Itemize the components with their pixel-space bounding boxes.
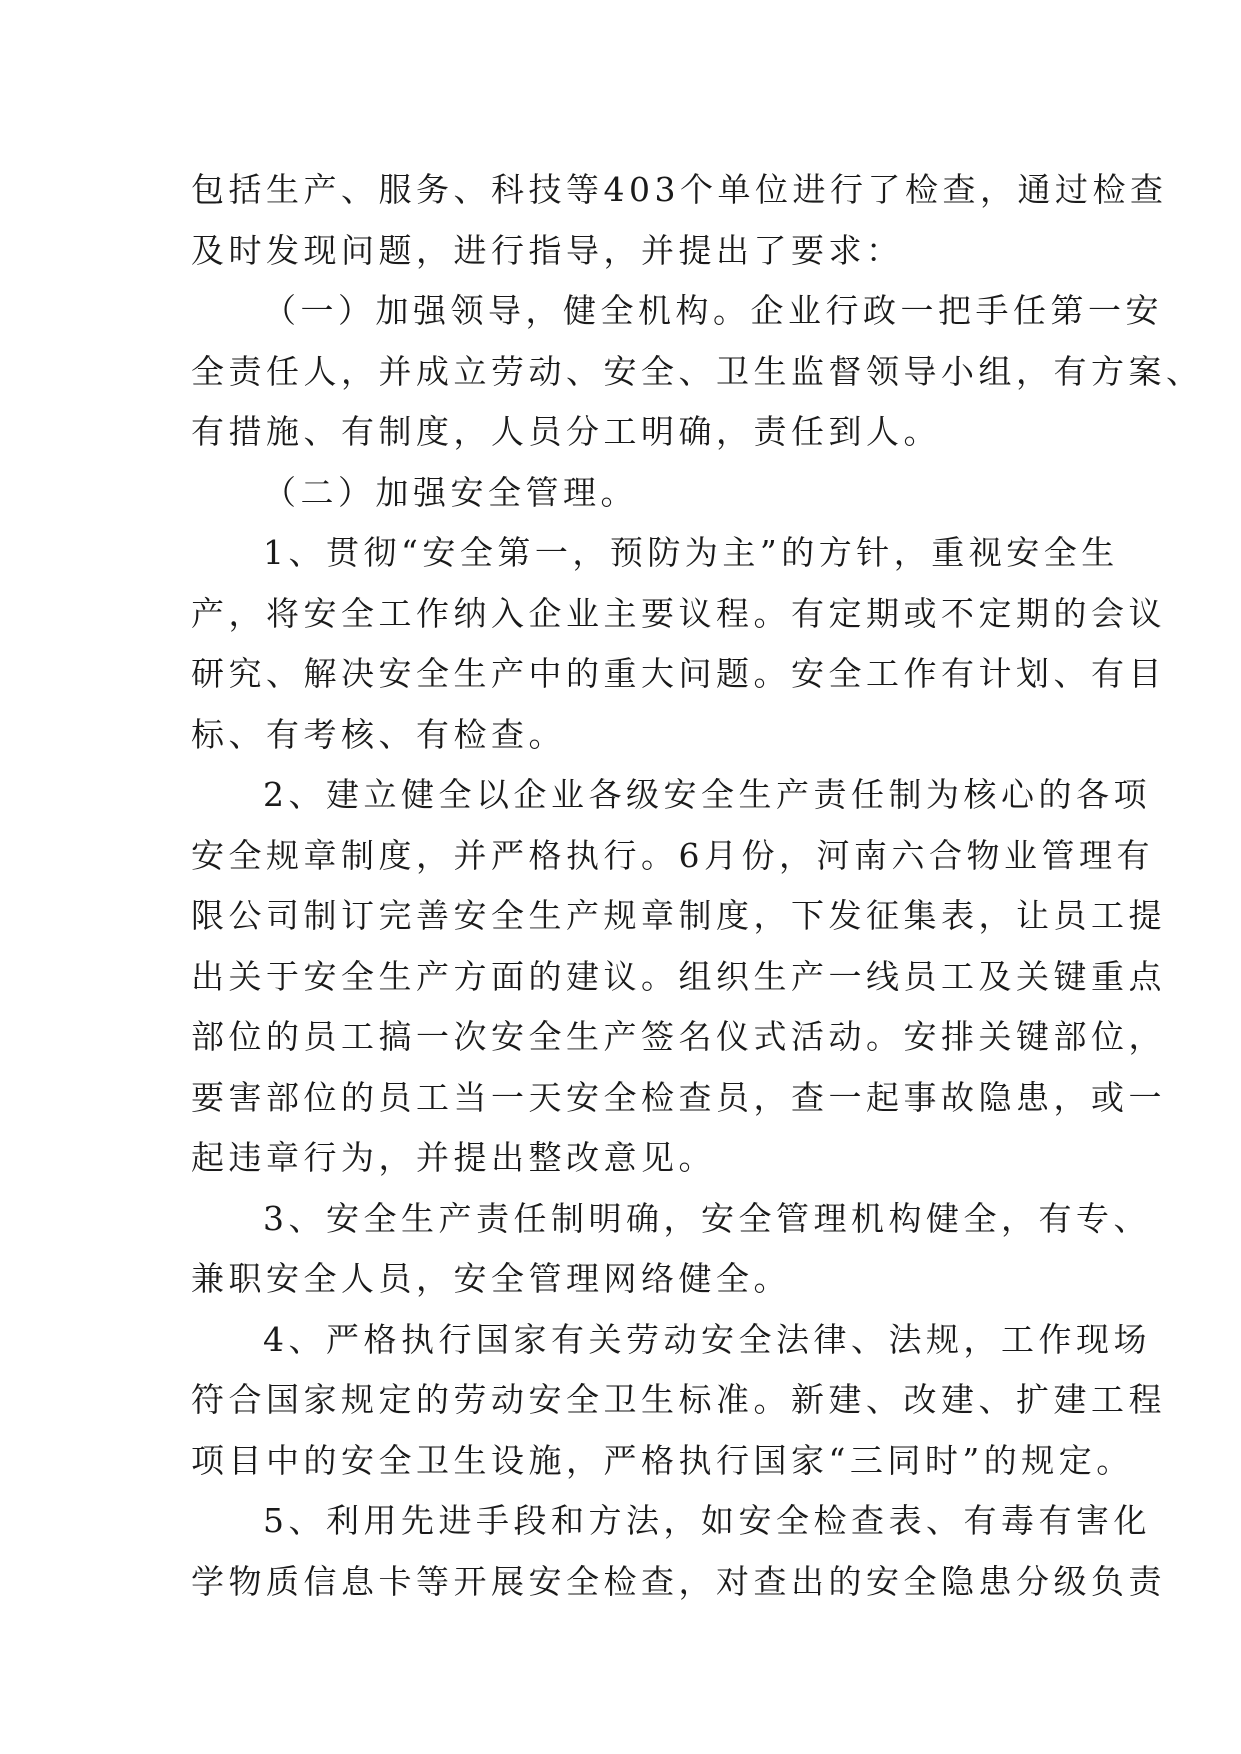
- text-line: （一）加强领导，健全机构。企业行政一把手任第一安: [263, 291, 1163, 330]
- text-line: 5、利用先进手段和方法，如安全检查表、有毒有害化: [263, 1501, 1151, 1540]
- text-line: 全责任人，并成立劳动、安全、卫生监督领导小组，有方案、: [191, 351, 1204, 391]
- text-line: 部位的员工搞一次安全生产签名仪式活动。安排关键部位，: [191, 1017, 1166, 1056]
- text-line: （二）加强安全管理。: [263, 472, 638, 512]
- text-line: 符合国家规定的劳动安全卫生标准。新建、改建、扩建工程: [191, 1380, 1166, 1419]
- text-line: 1、贯彻“安全第一，预防为主”的方针，重视安全生: [263, 533, 1119, 572]
- body-text: [191, 160, 1204, 1612]
- text-line: 研究、解决安全生产中的重大问题。安全工作有计划、有目: [191, 654, 1166, 693]
- text-line: 4、严格执行国家有关劳动安全法律、法规，工作现场: [263, 1319, 1151, 1359]
- text-line: 包括生产、服务、科技等403个单位进行了检查，通过检查: [191, 170, 1168, 209]
- text-line: 安全规章制度，并严格执行。6月份，河南六合物业管理有: [191, 835, 1154, 875]
- text-line: 有措施、有制度，人员分工明确，责任到人。: [191, 412, 941, 451]
- text-line: 出关于安全生产方面的建议。组织生产一线员工及关键重点: [191, 956, 1166, 996]
- text-line: 要害部位的员工当一天安全检查员，查一起事故隐患，或一: [191, 1077, 1166, 1117]
- text-line: 项目中的安全卫生设施，严格执行国家“三同时”的规定。: [191, 1440, 1134, 1480]
- text-line: 兼职安全人员，安全管理网络健全。: [191, 1259, 791, 1298]
- text-line: 3、安全生产责任制明确，安全管理机构健全，有专、: [263, 1198, 1151, 1238]
- text-line: 学物质信息卡等开展安全检查，对查出的安全隐患分级负责: [191, 1561, 1166, 1601]
- text-line: 起违章行为，并提出整改意见。: [191, 1138, 716, 1177]
- text-line: 标、有考核、有检查。: [191, 714, 566, 754]
- text-line: 限公司制订完善安全生产规章制度，下发征集表，让员工提: [191, 896, 1166, 935]
- text-line: 2、建立健全以企业各级安全生产责任制为核心的各项: [263, 775, 1151, 814]
- text-line: 及时发现问题，进行指导，并提出了要求：: [191, 230, 904, 270]
- text-line: 产，将安全工作纳入企业主要议程。有定期或不定期的会议: [191, 593, 1166, 633]
